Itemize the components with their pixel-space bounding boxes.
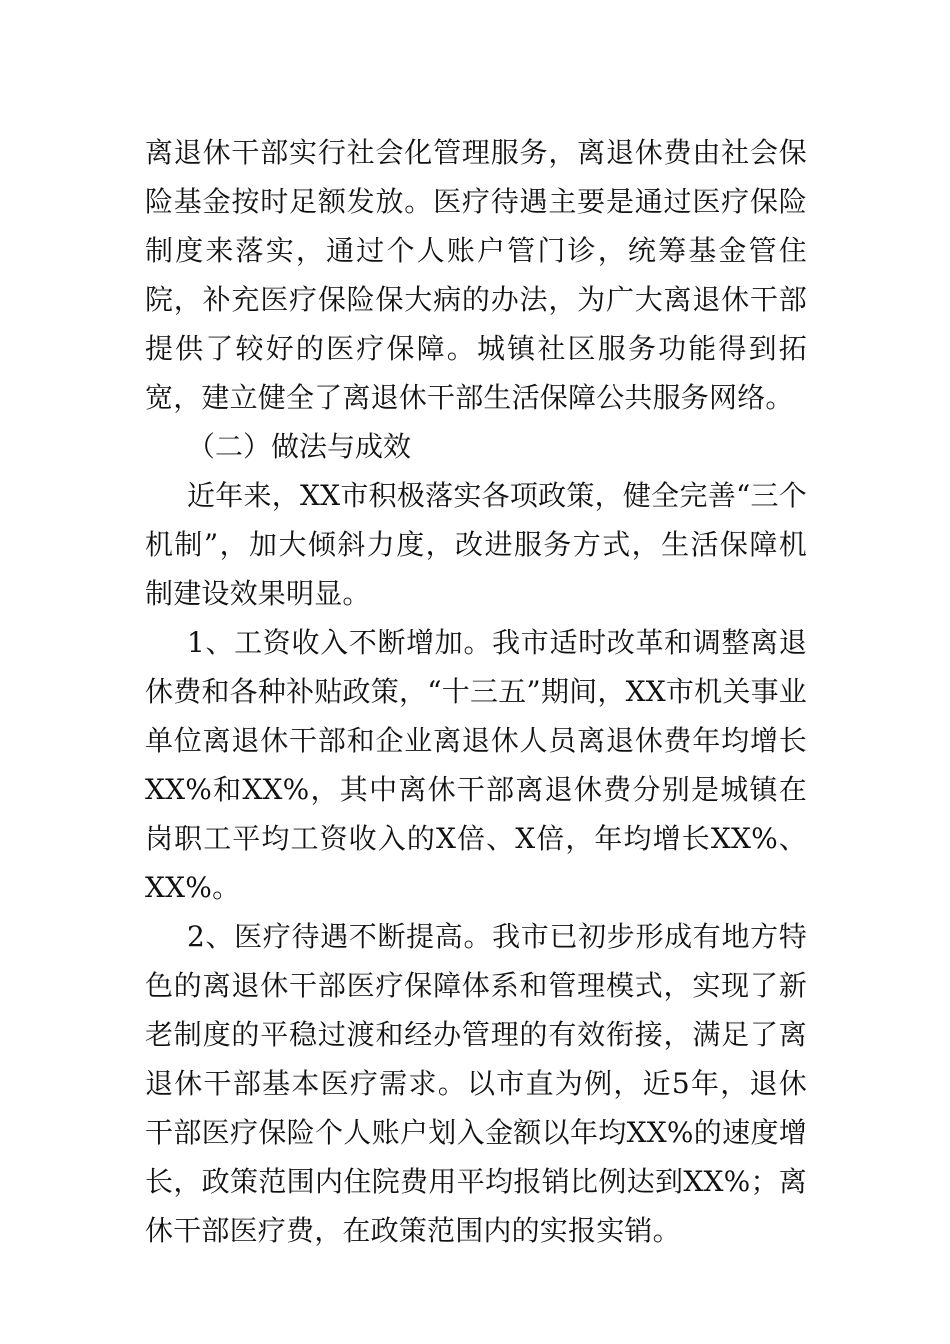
section-heading-practices-results: （二）做法与成效	[187, 430, 412, 463]
paragraph-wage-income: 1、工资收入不断增加。我市适时改革和调整离退休费和各种补贴政策，“十三五”期间，XX市机关事业单位离退休干部和企业离退休人员离退休费年均增长XX%和XX%，其中离休干部离退休费分别是城镇在岗职工平均工资收入的X倍、X倍，年均增长XX%、XX%。	[145, 626, 807, 904]
paragraph-medical-benefits: 2、医疗待遇不断提高。我市已初步形成有地方特色的离退休干部医疗保障体系和管理模式，实现了新老制度的平稳过渡和经办管理的有效衔接，满足了离退休干部基本医疗需求。以市直为例，近5年，退休干部医疗保险个人账户划入金额以年均XX%的速度增长，政策范围内住院费用平均报销比例达到XX%；离休干部医疗费，在政策范围内的实报实销。	[145, 920, 807, 1247]
paragraph-recent-years: 近年来，XX市积极落实各项政策，健全完善“三个机制”，加大倾斜力度，改进服务方式，生活保障机制建设效果明显。	[145, 479, 807, 610]
document-page	[145, 128, 807, 1255]
paragraph-retiree-management: 离退休干部实行社会化管理服务，离退休费由社会保险基金按时足额发放。医疗待遇主要是通过医疗保险制度来落实，通过个人账户管门诊，统筹基金管住院，补充医疗保险保大病的办法，为广大离退休干部提供了较好的医疗保障。城镇社区服务功能得到拓宽，建立健全了离退休干部生活保障公共服务网络。	[145, 136, 807, 414]
